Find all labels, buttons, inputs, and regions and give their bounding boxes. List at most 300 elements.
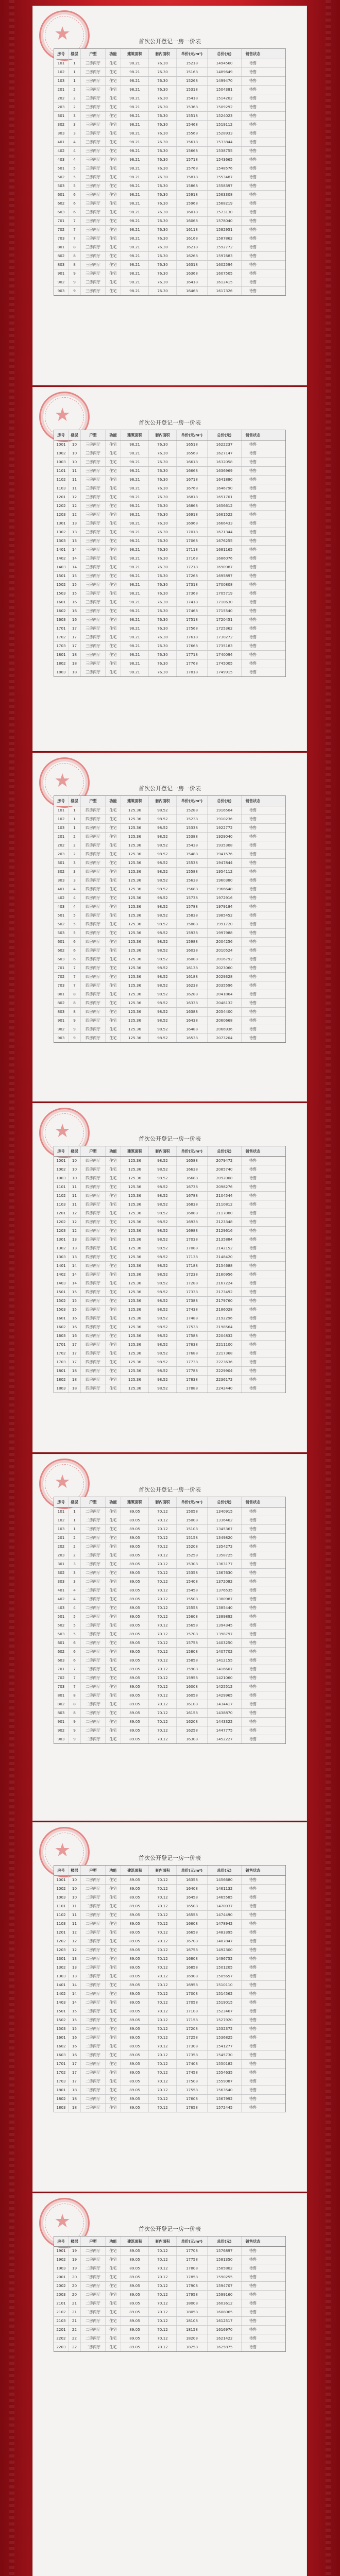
table-cell: 702: [54, 1674, 69, 1682]
table-cell: 17858: [177, 2273, 208, 2281]
table-cell: 6: [69, 1648, 81, 1656]
table-cell: 1612415: [208, 278, 242, 286]
table-cell: 1582951: [208, 226, 242, 234]
table-cell: 1403: [54, 1998, 69, 2007]
table-cell: 1538755: [208, 147, 242, 155]
table-cell: 1803: [54, 668, 69, 676]
table-cell: 17668: [177, 642, 208, 650]
table-cell: 住宅: [106, 2077, 121, 2086]
column-header: 套内面积: [149, 1497, 177, 1507]
table-cell: 17338: [177, 1288, 208, 1296]
table-cell: 住宅: [106, 252, 121, 260]
table-cell: 待售: [249, 2061, 257, 2066]
table-cell: 70.12: [149, 1604, 177, 1612]
table-cell: 待售: [249, 878, 257, 883]
table-cell: 16938: [177, 1218, 208, 1226]
table-row: [54, 1507, 285, 1516]
column-header: 户型: [81, 49, 106, 59]
table-cell: 住宅: [106, 2016, 121, 2024]
table-row: [54, 1726, 285, 1735]
table-cell: 18108: [177, 2317, 208, 2325]
table-cell: 76.30: [149, 112, 177, 120]
table-cell: 待售: [249, 1009, 257, 1014]
table-row: [54, 1349, 285, 1358]
table-row: [54, 269, 285, 278]
table-cell: 70.12: [149, 1560, 177, 1568]
table-row: [54, 1683, 285, 1691]
table-cell: 1903: [54, 2264, 69, 2273]
table-cell: 2: [69, 833, 81, 841]
table-cell: 9: [69, 278, 81, 286]
table-cell: 17688: [177, 1349, 208, 1358]
table-cell: 125.36: [121, 1218, 149, 1226]
table-cell: 1403250: [208, 1639, 242, 1647]
table-cell: 1203: [54, 511, 69, 519]
table-cell: 四房两厅: [81, 903, 106, 911]
table-cell: 15518: [177, 112, 208, 120]
table-cell: 76.30: [149, 467, 177, 475]
table-cell: 1979184: [208, 903, 242, 911]
table-cell: 待售: [249, 1518, 257, 1522]
table-cell: 2203: [54, 2343, 69, 2351]
table-row: [54, 77, 285, 86]
table-cell: 2148420: [208, 1253, 242, 1261]
table-cell: 98.21: [121, 226, 149, 234]
column-header: 销售状态: [245, 1149, 261, 1154]
red-seal-stamp-icon: ★: [39, 10, 90, 61]
table-cell: 待售: [249, 2018, 257, 2022]
price-list-page: [33, 387, 307, 751]
table-cell: 6: [69, 946, 81, 955]
table-cell: 1503: [54, 589, 69, 598]
table-cell: 1336462: [208, 1516, 242, 1524]
table-cell: 2003: [54, 2291, 69, 2299]
table-cell: 15968: [177, 199, 208, 208]
table-cell: 1563540: [208, 2086, 242, 2094]
table-row: [54, 511, 285, 519]
table-cell: 98.21: [121, 103, 149, 111]
table-cell: 住宅: [106, 1700, 121, 1708]
table-cell: 16808: [177, 1955, 208, 1963]
table-cell: 17608: [177, 2095, 208, 2103]
table-cell: 18: [69, 668, 81, 676]
table-cell: 98.52: [149, 1025, 177, 1033]
table-cell: 1701: [54, 624, 69, 633]
table-cell: 11: [69, 1183, 81, 1191]
table-cell: 1434417: [208, 1700, 242, 1708]
table-cell: 1503: [54, 1306, 69, 1314]
table-row: [54, 1192, 285, 1200]
table-cell: 住宅: [106, 164, 121, 173]
table-row: [54, 156, 285, 164]
table-cell: 1001: [54, 440, 69, 449]
table-cell: 二房两厅: [81, 1726, 106, 1735]
table-cell: 89.05: [121, 1735, 149, 1743]
table-row: [54, 2247, 285, 2256]
table-cell: 待售: [249, 1605, 257, 1610]
table-cell: 住宅: [106, 903, 121, 911]
table-cell: 98.21: [121, 624, 149, 633]
column-header: 销售状态: [245, 433, 261, 437]
table-cell: 12: [69, 1937, 81, 1945]
column-header: 单价(元/m²): [177, 796, 208, 806]
table-cell: 1002: [54, 449, 69, 457]
table-cell: 待售: [249, 2318, 257, 2323]
table-cell: 住宅: [106, 859, 121, 867]
table-cell: 89.05: [121, 2326, 149, 2334]
table-cell: 二房两厅: [81, 2317, 106, 2325]
table-cell: 2123348: [208, 1218, 242, 1226]
table-cell: 76.30: [149, 528, 177, 536]
table-cell: 16: [69, 616, 81, 624]
table-cell: 70.12: [149, 2317, 177, 2325]
table-cell: 待售: [249, 166, 257, 171]
table-row: [54, 1270, 285, 1279]
table-cell: 17368: [177, 589, 208, 598]
table-row: [54, 1534, 285, 1543]
table-cell: 待售: [249, 1368, 257, 1373]
table-cell: 16918: [177, 511, 208, 519]
table-cell: 902: [54, 1025, 69, 1033]
table-row: [54, 278, 285, 287]
table-cell: 1385440: [208, 1604, 242, 1612]
table-cell: 待售: [249, 2266, 257, 2270]
table-row: [54, 955, 285, 964]
table-cell: 70.12: [149, 2334, 177, 2343]
column-header: 总价(元): [208, 2236, 242, 2246]
table-cell: 1398797: [208, 1630, 242, 1638]
table-cell: 待售: [249, 1246, 257, 1250]
table-cell: 待售: [249, 887, 257, 891]
table-cell: 二房两厅: [81, 1963, 106, 1972]
table-cell: 待售: [249, 2248, 257, 2253]
table-cell: 待售: [249, 192, 257, 197]
table-cell: 17958: [177, 2291, 208, 2299]
table-cell: 1302: [54, 528, 69, 536]
table-cell: 98.21: [121, 598, 149, 606]
table-row: [54, 999, 285, 1008]
table-cell: 98.52: [149, 981, 177, 990]
table-cell: 89.05: [121, 1893, 149, 1902]
table-cell: 1954112: [208, 868, 242, 876]
table-cell: 住宅: [106, 1683, 121, 1691]
table-row: [54, 2095, 285, 2104]
table-cell: 76.30: [149, 563, 177, 571]
table-cell: 待售: [249, 2283, 257, 2288]
table-cell: 89.05: [121, 2334, 149, 2343]
table-cell: 待售: [249, 904, 257, 909]
table-cell: 98.52: [149, 1270, 177, 1279]
table-header-row: [54, 796, 285, 806]
table-cell: 98.52: [149, 929, 177, 937]
table-row: [54, 1709, 285, 1718]
table-cell: 1666433: [208, 519, 242, 528]
table-cell: 903: [54, 1034, 69, 1042]
table-cell: 住宅: [106, 973, 121, 981]
table-row: [54, 2317, 285, 2326]
table-cell: 住宅: [106, 1332, 121, 1340]
column-header: 单价(元/m²): [177, 430, 208, 440]
table-cell: 8: [69, 1691, 81, 1700]
table-cell: 住宅: [106, 1876, 121, 1884]
table-cell: 15238: [177, 815, 208, 823]
table-row: [54, 1157, 285, 1165]
table-cell: 1559087: [208, 2077, 242, 2086]
table-cell: 1402: [54, 1990, 69, 1998]
table-cell: 15508: [177, 1595, 208, 1603]
table-cell: 四房两厅: [81, 1367, 106, 1375]
table-cell: 待售: [249, 271, 257, 276]
table-cell: 1627147: [208, 449, 242, 457]
table-cell: 98.52: [149, 833, 177, 841]
column-header: 楼层: [69, 49, 81, 59]
table-cell: 89.05: [121, 1656, 149, 1665]
table-cell: 89.05: [121, 1569, 149, 1577]
table-cell: 76.30: [149, 449, 177, 457]
table-cell: 四房两厅: [81, 1262, 106, 1270]
table-cell: 二房两厅: [81, 2069, 106, 2077]
table-cell: 98.21: [121, 537, 149, 545]
table-cell: 住宅: [106, 1604, 121, 1612]
table-cell: 602: [54, 199, 69, 208]
table-cell: 15838: [177, 911, 208, 920]
table-cell: 125.36: [121, 973, 149, 981]
table-cell: 70.12: [149, 2291, 177, 2299]
table-cell: 1201: [54, 1209, 69, 1217]
table-cell: 2035596: [208, 981, 242, 990]
table-cell: 待售: [249, 1640, 257, 1645]
table-cell: 98.52: [149, 859, 177, 867]
table-cell: 1594707: [208, 2282, 242, 2290]
table-cell: 15: [69, 581, 81, 589]
table-cell: 二房两厅: [81, 1885, 106, 1893]
table-row: [54, 1998, 285, 2007]
table-cell: 1402: [54, 554, 69, 563]
table-cell: 1590255: [208, 2273, 242, 2281]
table-cell: 四房两厅: [81, 1192, 106, 1200]
table-cell: 住宅: [106, 2051, 121, 2059]
table-cell: 98.21: [121, 121, 149, 129]
table-cell: 603: [54, 208, 69, 216]
table-cell: 98.21: [121, 484, 149, 493]
table-row: [54, 1279, 285, 1288]
red-seal-stamp-icon: ★: [39, 1108, 90, 1158]
table-cell: 待售: [249, 157, 257, 162]
table-cell: 三房两厅: [81, 616, 106, 624]
table-cell: 70.12: [149, 1621, 177, 1630]
page-title: 首次公开登记一房一价表: [139, 1486, 201, 1493]
table-cell: 18: [69, 2104, 81, 2112]
table-cell: 1003: [54, 1174, 69, 1182]
table-cell: 1545730: [208, 2051, 242, 2059]
table-cell: 89.05: [121, 1578, 149, 1586]
table-cell: 三房两厅: [81, 129, 106, 138]
table-cell: 住宅: [106, 2264, 121, 2273]
table-cell: 1548576: [208, 164, 242, 173]
table-cell: 待售: [249, 538, 257, 543]
table-cell: 四房两厅: [81, 1227, 106, 1235]
table-row: [54, 217, 285, 226]
table-cell: 98.52: [149, 1279, 177, 1287]
table-cell: 98.21: [121, 458, 149, 466]
table-cell: 待售: [249, 2079, 257, 2083]
table-cell: 住宅: [106, 546, 121, 554]
table-cell: 70.12: [149, 1876, 177, 1884]
table-cell: 13: [69, 519, 81, 528]
table-cell: 待售: [249, 1509, 257, 1514]
table-cell: 1543665: [208, 156, 242, 164]
table-header-row: [54, 49, 285, 59]
table-cell: 9: [69, 1016, 81, 1025]
table-cell: 98.52: [149, 1227, 177, 1235]
column-header: 单价(元/m²): [177, 2236, 208, 2246]
table-cell: 201: [54, 833, 69, 841]
table-cell: 302: [54, 868, 69, 876]
column-header: 户型: [81, 796, 106, 806]
page-title: 首次公开登记一房一价表: [139, 2226, 201, 2232]
table-cell: 住宅: [106, 59, 121, 67]
table-cell: 四房两厅: [81, 1157, 106, 1165]
table-cell: 9: [69, 1025, 81, 1033]
table-cell: 住宅: [106, 1025, 121, 1033]
table-row: [54, 226, 285, 234]
table-cell: 住宅: [106, 1516, 121, 1524]
table-row: [54, 234, 285, 243]
table-cell: 1632058: [208, 458, 242, 466]
table-cell: 98.21: [121, 589, 149, 598]
price-list-page: [33, 753, 307, 1101]
table-row: [54, 920, 285, 929]
table-cell: 76.30: [149, 598, 177, 606]
table-row: [54, 121, 285, 129]
table-cell: 1651701: [208, 493, 242, 501]
table-cell: 17118: [177, 546, 208, 554]
table-cell: 1705719: [208, 589, 242, 598]
table-cell: 10: [69, 440, 81, 449]
column-header: 房号: [54, 1866, 69, 1875]
table-cell: 1603: [54, 2051, 69, 2059]
table-cell: 1503: [54, 2025, 69, 2033]
table-cell: 四房两厅: [81, 1025, 106, 1033]
column-header: 楼层: [69, 1497, 81, 1507]
table-cell: 18158: [177, 2326, 208, 2334]
table-cell: 住宅: [106, 269, 121, 278]
table-cell: 98.52: [149, 1297, 177, 1305]
table-cell: 住宅: [106, 1920, 121, 1928]
table-cell: 二房两厅: [81, 1876, 106, 1884]
table-cell: 2186028: [208, 1306, 242, 1314]
table-cell: 903: [54, 1735, 69, 1743]
table-row: [54, 2042, 285, 2051]
table-cell: 待售: [249, 895, 257, 900]
table-cell: 98.52: [149, 1016, 177, 1025]
table-cell: 待售: [249, 1719, 257, 1724]
table-cell: 89.05: [121, 1928, 149, 1937]
table-cell: 20: [69, 2291, 81, 2299]
column-header: 房号: [54, 2236, 69, 2246]
table-cell: 二房两厅: [81, 1893, 106, 1902]
table-cell: 15958: [177, 1674, 208, 1682]
table-cell: 7: [69, 973, 81, 981]
table-cell: 1703: [54, 2077, 69, 2086]
table-cell: 76.30: [149, 208, 177, 216]
table-cell: 1541277: [208, 2042, 242, 2050]
table-cell: 15408: [177, 1578, 208, 1586]
table-cell: 1452227: [208, 1735, 242, 1743]
table-cell: 1703: [54, 1358, 69, 1366]
table-cell: 98.52: [149, 1314, 177, 1323]
table-cell: 二房两厅: [81, 2077, 106, 2086]
table-cell: 待售: [249, 1667, 257, 1671]
table-cell: 125.36: [121, 1279, 149, 1287]
table-cell: 15: [69, 2007, 81, 2015]
table-cell: 待售: [249, 96, 257, 100]
table-cell: 98.21: [121, 94, 149, 103]
column-header: 房号: [54, 796, 69, 806]
table-cell: 2073204: [208, 1034, 242, 1042]
table-cell: 1646790: [208, 484, 242, 493]
table-cell: 待售: [249, 626, 257, 631]
table-cell: 70.12: [149, 2343, 177, 2351]
table-cell: 四房两厅: [81, 1244, 106, 1252]
table-cell: 98.21: [121, 156, 149, 164]
table-cell: 四房两厅: [81, 1016, 106, 1025]
table-cell: 二房两厅: [81, 1525, 106, 1533]
table-cell: 1916504: [208, 806, 242, 815]
table-cell: 待售: [249, 608, 257, 613]
table-cell: 住宅: [106, 1543, 121, 1551]
table-cell: 16668: [177, 467, 208, 475]
column-header: 房号: [54, 1497, 69, 1507]
table-cell: 17258: [177, 2033, 208, 2042]
table-cell: 待售: [249, 1991, 257, 1996]
table-cell: 住宅: [106, 2247, 121, 2255]
table-cell: 2: [69, 94, 81, 103]
table-cell: 待售: [249, 1974, 257, 1978]
table-cell: 二房两厅: [81, 2025, 106, 2033]
table-row: [54, 894, 285, 903]
table-cell: 待售: [249, 1737, 257, 1741]
table-cell: 70.12: [149, 2273, 177, 2281]
table-cell: 1599160: [208, 2291, 242, 2299]
table-cell: 1345367: [208, 1525, 242, 1533]
table-row: [54, 1262, 285, 1270]
table-cell: 住宅: [106, 1972, 121, 1980]
table-row: [54, 642, 285, 651]
table-cell: 76.30: [149, 252, 177, 260]
table-cell: 303: [54, 1578, 69, 1586]
table-cell: 76.30: [149, 502, 177, 510]
table-cell: 1447775: [208, 1726, 242, 1735]
table-cell: 16238: [177, 981, 208, 990]
table-cell: 98.52: [149, 1157, 177, 1165]
table-cell: 15858: [177, 1656, 208, 1665]
table-cell: 70.12: [149, 1911, 177, 1919]
table-cell: 二房两厅: [81, 1683, 106, 1691]
table-cell: 2002: [54, 2282, 69, 2290]
table-row: [54, 633, 285, 642]
table-cell: 70.12: [149, 1569, 177, 1577]
table-cell: 待售: [249, 652, 257, 657]
table-cell: 三房两厅: [81, 449, 106, 457]
table-cell: 89.05: [121, 2033, 149, 2042]
table-cell: 4: [69, 147, 81, 155]
table-cell: 待售: [249, 1176, 257, 1180]
table-cell: 76.30: [149, 86, 177, 94]
table-cell: 待售: [249, 808, 257, 812]
table-cell: 11: [69, 1920, 81, 1928]
table-cell: 待售: [249, 922, 257, 926]
